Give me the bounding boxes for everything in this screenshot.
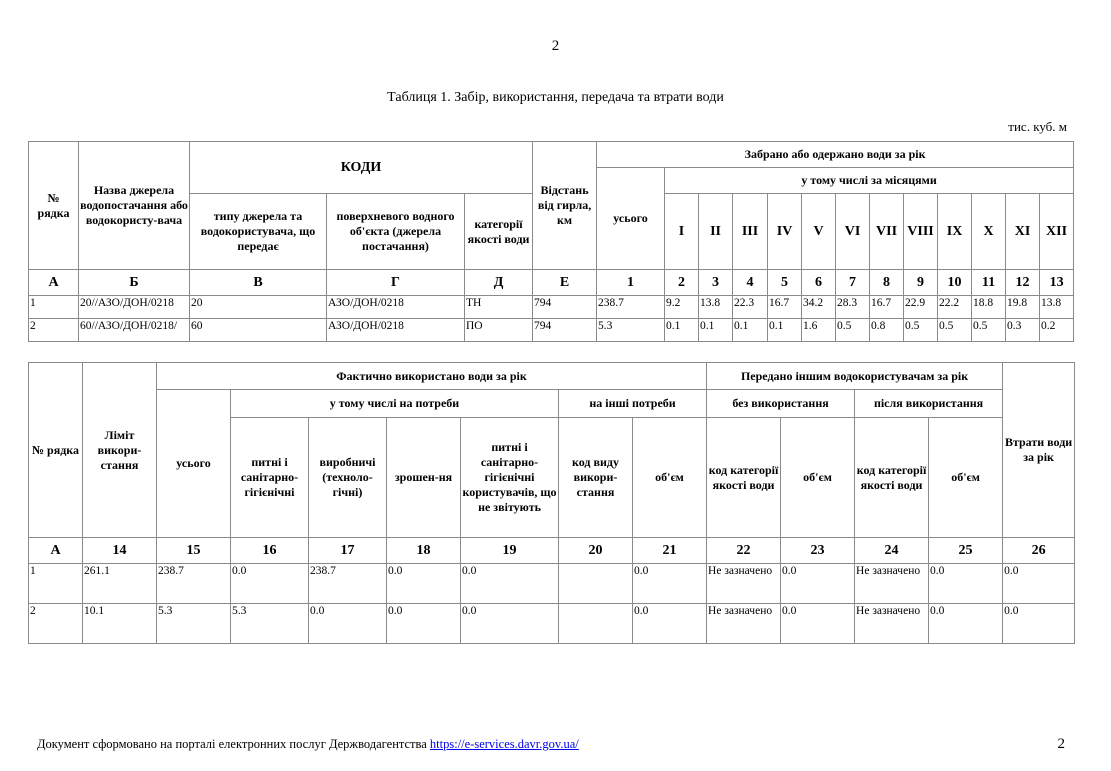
column-index: 10 xyxy=(938,270,972,296)
cell: 0.5 xyxy=(836,319,870,342)
column-index-row xyxy=(29,538,1075,564)
header-codes: КОДИ xyxy=(190,142,533,194)
cell: 2 xyxy=(29,604,83,644)
water-usage-table xyxy=(28,362,1075,644)
cell: ПО xyxy=(465,319,533,342)
cell: 0.0 xyxy=(387,604,461,644)
cell: 0.0 xyxy=(309,604,387,644)
column-index: 13 xyxy=(1040,270,1074,296)
column-index: 11 xyxy=(972,270,1006,296)
header-total: усього xyxy=(597,168,665,270)
header-month: XII xyxy=(1040,194,1074,270)
header-volume: об'єм xyxy=(929,418,1003,538)
cell: 794 xyxy=(533,319,597,342)
cell: 0.2 xyxy=(1040,319,1074,342)
cell: 0.0 xyxy=(781,564,855,604)
cell: 0.0 xyxy=(1003,604,1075,644)
portal-link[interactable]: https://e-services.davr.gov.ua/ xyxy=(429,737,579,751)
header-month: VI xyxy=(836,194,870,270)
header-total: усього xyxy=(157,390,231,538)
header-limit: Ліміт викори-стання xyxy=(83,363,157,538)
header-irrigation: зрошен-ня xyxy=(387,418,461,538)
header-row-number: № рядка xyxy=(29,363,83,538)
header-months-group: у тому числі за місяцями xyxy=(665,168,1074,194)
column-index: 3 xyxy=(699,270,733,296)
cell: 0.1 xyxy=(768,319,802,342)
header-source-type-code: типу джерела та водокористувача, що передає xyxy=(190,194,327,270)
column-index: 12 xyxy=(1006,270,1040,296)
table-title: Таблиця 1. Забір, використання, передача та втрати води xyxy=(387,90,724,105)
cell: 0.0 xyxy=(633,564,707,604)
header-quality-code: код категорії якості води xyxy=(855,418,929,538)
water-intake-table xyxy=(28,141,1074,342)
column-index: Г xyxy=(327,270,465,296)
cell: 0.1 xyxy=(699,319,733,342)
header-drinking-users: питні і санітарно-гігієнічні користувачів, що не звітують xyxy=(461,418,559,538)
cell: 34.2 xyxy=(802,296,836,319)
units-label: тис. куб. м xyxy=(1008,119,1067,134)
header-other-needs: на інші потреби xyxy=(559,390,707,418)
cell: 0.0 xyxy=(633,604,707,644)
cell: 0.0 xyxy=(781,604,855,644)
header-transferred: Передано іншим водокористувачам за рік xyxy=(707,363,1003,390)
cell: 794 xyxy=(533,296,597,319)
cell: 22.2 xyxy=(938,296,972,319)
header-volume: об'єм xyxy=(781,418,855,538)
cell: 0.0 xyxy=(387,564,461,604)
cell: 0.5 xyxy=(938,319,972,342)
column-index-row xyxy=(29,270,1074,296)
header-month: III xyxy=(733,194,768,270)
header-quality-code: код категорії якості води xyxy=(707,418,781,538)
cell: ТН xyxy=(465,296,533,319)
column-index: 23 xyxy=(781,538,855,564)
cell: 20//АЗО/ДОН/0218 xyxy=(79,296,190,319)
header-use-code: код виду викори-стання xyxy=(559,418,633,538)
header-after-use: після використання xyxy=(855,390,1003,418)
cell: 0.3 xyxy=(1006,319,1040,342)
cell: 0.0 xyxy=(929,564,1003,604)
header-month: XI xyxy=(1006,194,1040,270)
cell: 1 xyxy=(29,564,83,604)
page-number-bottom: 2 xyxy=(1057,736,1065,752)
column-index: 21 xyxy=(633,538,707,564)
column-index: 19 xyxy=(461,538,559,564)
column-index: Б xyxy=(79,270,190,296)
cell: 0.1 xyxy=(733,319,768,342)
cell: 0.1 xyxy=(665,319,699,342)
cell: 28.3 xyxy=(836,296,870,319)
header-month: X xyxy=(972,194,1006,270)
cell: Не зазначено xyxy=(855,604,929,644)
column-index: 15 xyxy=(157,538,231,564)
header-actually-used: Фактично використано води за рік xyxy=(157,363,707,390)
column-index: Д xyxy=(465,270,533,296)
header-drinking: питні і санітарно-гігієнічні xyxy=(231,418,309,538)
cell: АЗО/ДОН/0218 xyxy=(327,296,465,319)
cell: 20 xyxy=(190,296,327,319)
header-month: VII xyxy=(870,194,904,270)
header-month: VIII xyxy=(904,194,938,270)
cell: 1.6 xyxy=(802,319,836,342)
cell: 0.0 xyxy=(929,604,1003,644)
header-row-number: № рядка xyxy=(29,142,79,270)
cell: 0.5 xyxy=(904,319,938,342)
header-month: IV xyxy=(768,194,802,270)
column-index: 9 xyxy=(904,270,938,296)
cell: 60 xyxy=(190,319,327,342)
table-row xyxy=(29,564,1075,604)
column-index: А xyxy=(29,538,83,564)
cell: 0.0 xyxy=(461,604,559,644)
cell: 0.0 xyxy=(461,564,559,604)
column-index: 1 xyxy=(597,270,665,296)
header-volume: об'єм xyxy=(633,418,707,538)
cell: 0.5 xyxy=(972,319,1006,342)
cell: 5.3 xyxy=(157,604,231,644)
cell: 238.7 xyxy=(597,296,665,319)
cell: 238.7 xyxy=(157,564,231,604)
column-index: А xyxy=(29,270,79,296)
header-quality-category: категорії якості води xyxy=(465,194,533,270)
header-water-taken: Забрано або одержано води за рік xyxy=(597,142,1074,168)
header-month: I xyxy=(665,194,699,270)
cell: 10.1 xyxy=(83,604,157,644)
header-losses: Втрати води за рік xyxy=(1003,363,1075,538)
cell: 13.8 xyxy=(699,296,733,319)
page-number-top: 2 xyxy=(551,38,560,54)
column-index: 26 xyxy=(1003,538,1075,564)
column-index: 22 xyxy=(707,538,781,564)
cell: АЗО/ДОН/0218 xyxy=(327,319,465,342)
header-month: II xyxy=(699,194,733,270)
column-index: Е xyxy=(533,270,597,296)
cell: 2 xyxy=(29,319,79,342)
header-industrial: виробничі (техноло-гічні) xyxy=(309,418,387,538)
header-needs-group: у тому числі на потреби xyxy=(231,390,559,418)
cell: 13.8 xyxy=(1040,296,1074,319)
header-surface-water-code: поверхневого водного об'єкта (джерела постачання) xyxy=(327,194,465,270)
column-index: В xyxy=(190,270,327,296)
column-index: 4 xyxy=(733,270,768,296)
cell: 19.8 xyxy=(1006,296,1040,319)
cell: 22.9 xyxy=(904,296,938,319)
header-month: IX xyxy=(938,194,972,270)
column-index: 17 xyxy=(309,538,387,564)
cell: Не зазначено xyxy=(855,564,929,604)
cell: Не зазначено xyxy=(707,604,781,644)
footer xyxy=(37,737,579,752)
cell: 16.7 xyxy=(768,296,802,319)
cell: 5.3 xyxy=(231,604,309,644)
cell xyxy=(559,604,633,644)
table-row xyxy=(29,319,1074,342)
column-index: 5 xyxy=(768,270,802,296)
header-without-use: без використання xyxy=(707,390,855,418)
cell: 261.1 xyxy=(83,564,157,604)
cell: 238.7 xyxy=(309,564,387,604)
column-index: 24 xyxy=(855,538,929,564)
column-index: 18 xyxy=(387,538,461,564)
column-index: 16 xyxy=(231,538,309,564)
cell: 60//АЗО/ДОН/0218/ xyxy=(79,319,190,342)
column-index: 8 xyxy=(870,270,904,296)
column-index: 14 xyxy=(83,538,157,564)
cell: 0.0 xyxy=(231,564,309,604)
column-index: 2 xyxy=(665,270,699,296)
column-index: 25 xyxy=(929,538,1003,564)
cell xyxy=(559,564,633,604)
cell: Не зазначено xyxy=(707,564,781,604)
cell: 0.0 xyxy=(1003,564,1075,604)
column-index: 20 xyxy=(559,538,633,564)
footer-text: Документ сформовано на порталі електронних послуг Держводагентства xyxy=(37,737,430,751)
column-index: 6 xyxy=(802,270,836,296)
cell: 9.2 xyxy=(665,296,699,319)
cell: 0.8 xyxy=(870,319,904,342)
table-row xyxy=(29,604,1075,644)
header-month: V xyxy=(802,194,836,270)
column-index: 7 xyxy=(836,270,870,296)
table-row xyxy=(29,296,1074,319)
header-distance: Відстань від гирла, км xyxy=(533,142,597,270)
header-source-name: Назва джерела водопостачання або водокористу-вача xyxy=(79,142,190,270)
cell: 22.3 xyxy=(733,296,768,319)
cell: 1 xyxy=(29,296,79,319)
cell: 18.8 xyxy=(972,296,1006,319)
cell: 16.7 xyxy=(870,296,904,319)
cell: 5.3 xyxy=(597,319,665,342)
